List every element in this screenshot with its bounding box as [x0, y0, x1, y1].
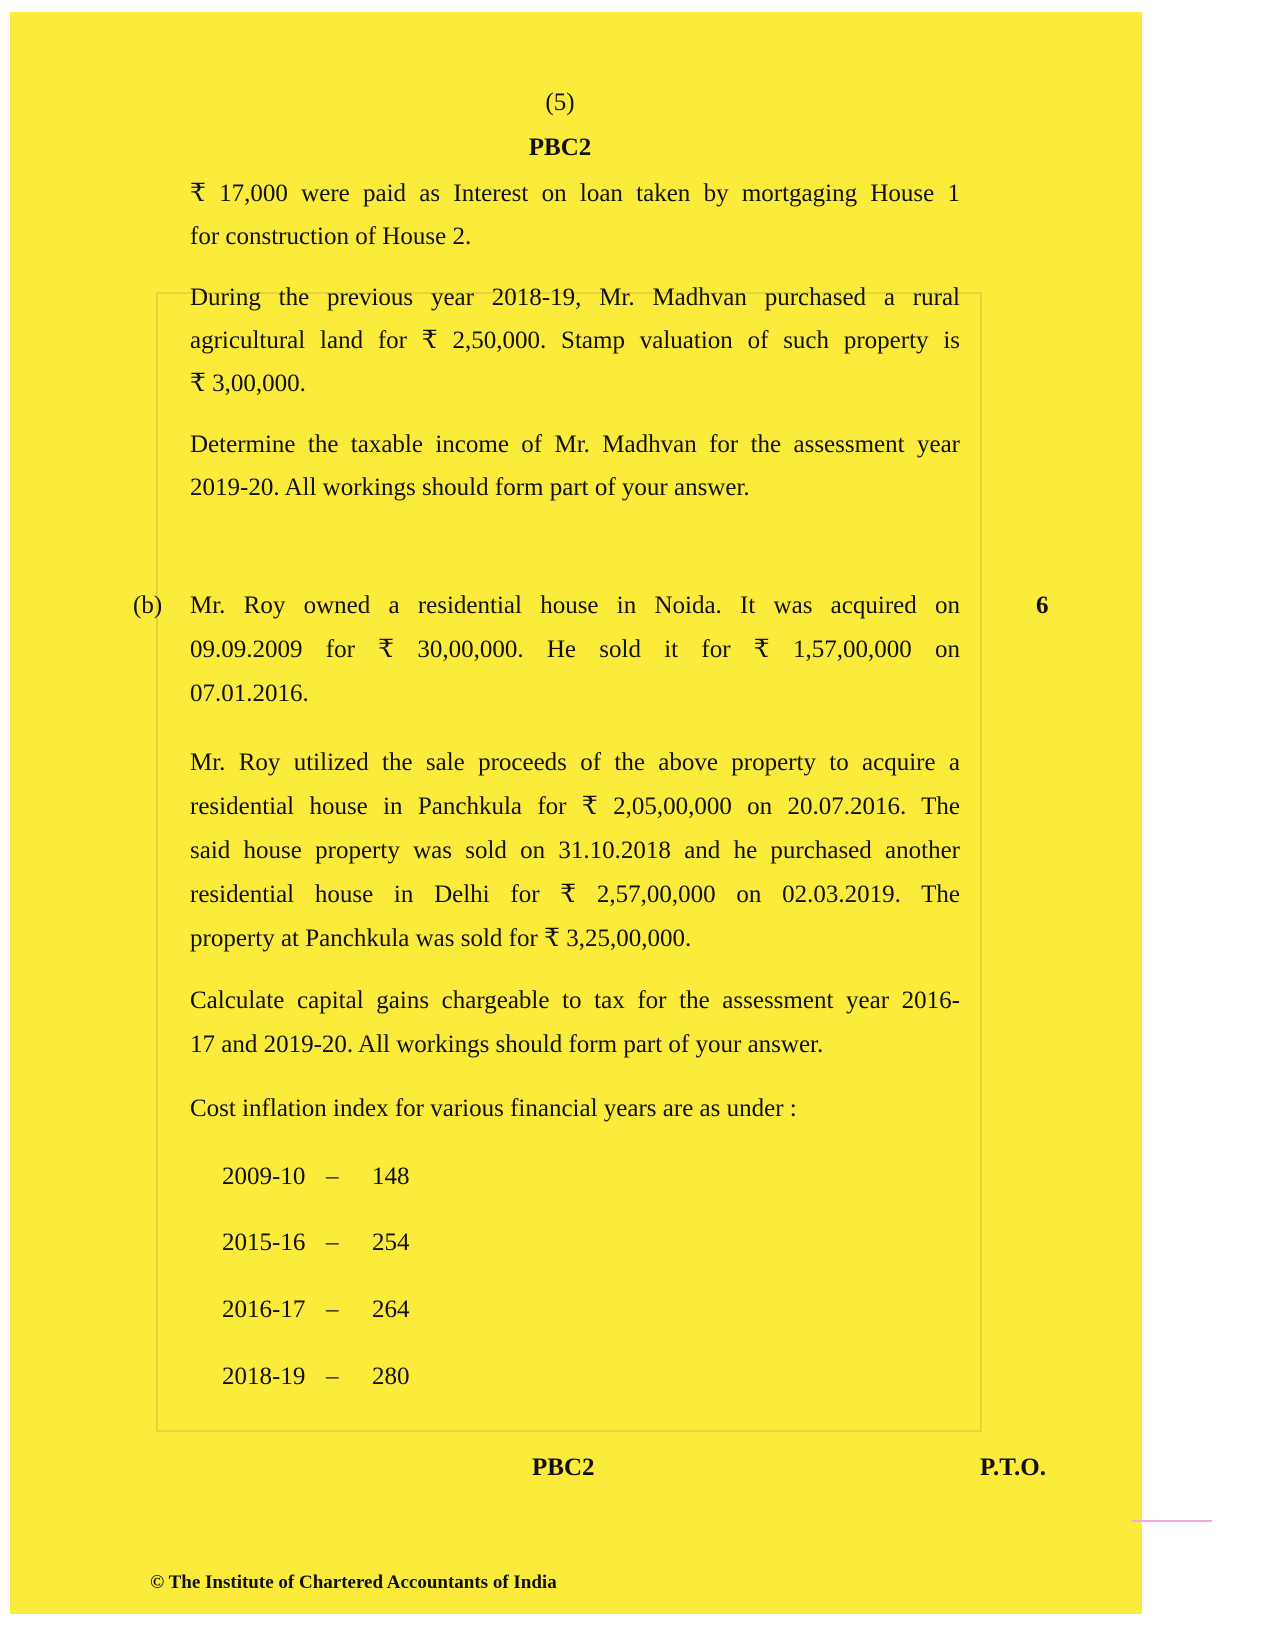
roy-reinvest-line-1: Mr. Roy utilized the sale proceeds of the above property to acquire a	[190, 749, 960, 776]
paper-code-footer: PBC2	[532, 1454, 595, 1481]
continuation-line-2: for construction of House 2.	[190, 223, 472, 250]
roy-reinvest-line-3: said house property was sold on 31.10.2018 and he purchased another	[190, 837, 960, 864]
part-b-marks: 6	[1036, 592, 1049, 619]
madhvan-para-line-3: ₹ 3,00,000.	[190, 370, 306, 397]
cii-dash: –	[326, 1296, 339, 1323]
cii-year: 2016-17	[222, 1296, 306, 1323]
madhvan-para-line-2: agricultural land for ₹ 2,50,000. Stamp valuation of such property is	[190, 327, 960, 354]
roy-reinvest-line-2: residential house in Panchkula for ₹ 2,05,00,000 on 20.07.2016. The	[190, 793, 960, 820]
roy-question-line-2: 17 and 2019-20. All workings should form part of your answer.	[190, 1031, 824, 1058]
part-b-label: (b)	[133, 592, 163, 619]
madhvan-question-line-2: 2019-20. All workings should form part of your answer.	[190, 474, 750, 501]
continuation-line-1: ₹ 17,000 were paid as Interest on loan taken by mortgaging House 1	[190, 180, 960, 207]
copyright-notice: © The Institute of Chartered Accountants of India	[150, 1572, 557, 1593]
cii-year: 2015-16	[222, 1229, 306, 1256]
cii-value: 264	[372, 1296, 410, 1323]
roy-reinvest-line-5: property at Panchkula was sold for ₹ 3,25,00,000.	[190, 925, 692, 952]
cii-year: 2018-19	[222, 1363, 306, 1390]
roy-para-line-1: Mr. Roy owned a residential house in Noida. It was acquired on	[190, 592, 960, 619]
cii-value: 148	[372, 1163, 410, 1190]
roy-question-line-1: Calculate capital gains chargeable to tax for the assessment year 2016-	[190, 987, 960, 1014]
madhvan-para-line-1: During the previous year 2018-19, Mr. Madhvan purchased a rural	[190, 284, 960, 311]
roy-reinvest-line-4: residential house in Delhi for ₹ 2,57,00,000 on 02.03.2019. The	[190, 881, 960, 908]
paper-code-header: PBC2	[528, 134, 592, 161]
page-number: (5)	[545, 89, 575, 116]
roy-para-line-3: 07.01.2016.	[190, 680, 309, 707]
cii-dash: –	[326, 1163, 339, 1190]
cii-year: 2009-10	[222, 1163, 306, 1190]
cii-dash: –	[326, 1229, 339, 1256]
cii-dash: –	[326, 1363, 339, 1390]
cii-value: 254	[372, 1229, 410, 1256]
cii-intro: Cost inflation index for various financial years are as under :	[190, 1095, 797, 1122]
roy-para-line-2: 09.09.2009 for ₹ 30,00,000. He sold it for ₹ 1,57,00,000 on	[190, 636, 960, 663]
pto-marker: P.T.O.	[980, 1454, 1046, 1481]
cii-value: 280	[372, 1363, 410, 1390]
madhvan-question-line-1: Determine the taxable income of Mr. Madhvan for the assessment year	[190, 431, 960, 458]
margin-mark	[1132, 1520, 1212, 1522]
